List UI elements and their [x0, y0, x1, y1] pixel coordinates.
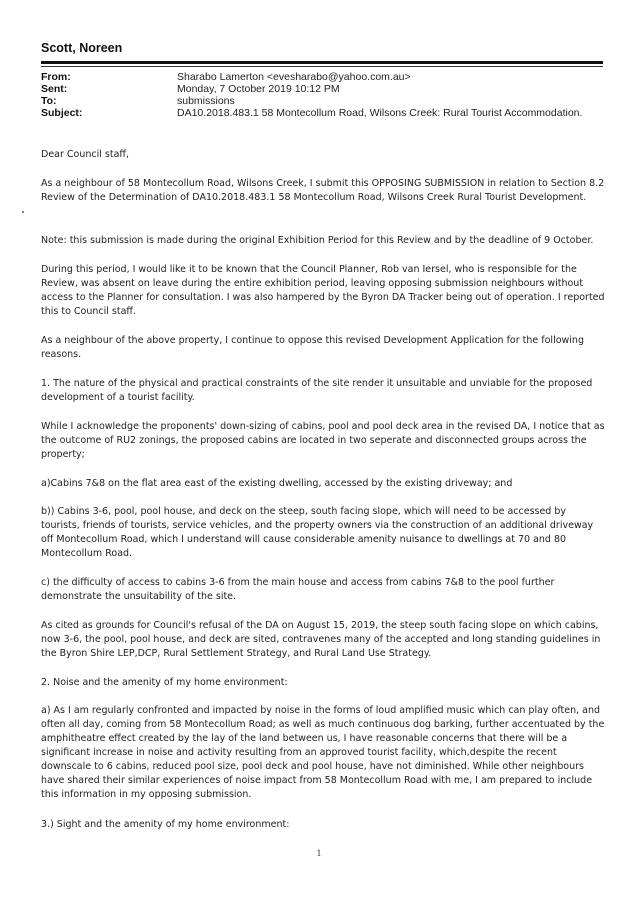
page-number: 1: [316, 849, 322, 858]
paragraph-point-1: 1. The nature of the physical and practical constraints of the site render it unsuitable and unviable for the proposed development of a tourist facility.: [41, 378, 593, 403]
paragraph-intro: As a neighbour of 58 Montecollum Road, Wilsons Creek, I submit this OPPOSING SUBMISSION in relation to Section 8.2 Review of the Determination of DA10.2018.483.1 58 Montecollum Road, Wilsons Creek Rural Tourist Development.: [41, 178, 605, 203]
paragraph-note: Note: this submission is made during the original Exhibition Period for this Review and by the deadline of 9 October.: [41, 235, 594, 246]
paragraph-exhibition-period: During this period, I would like it to be known that the Council Planner, Rob van Iersel, who is responsible for the Review, was absent on leave during the entire exhibition period, leaving opposing submission neighbours without access to the Planner for consultation. I was also hampered by the Byron DA Tracker being out of operation. I reported this to Council staff.: [41, 264, 605, 317]
sent-value: Monday, 7 October 2019 10:12 PM: [177, 83, 340, 95]
header-rule-thick: [41, 61, 603, 64]
salutation: Dear Council staff,: [41, 149, 129, 160]
paragraph-downsizing: While I acknowledge the proponents' down-sizing of cabins, pool and pool deck area in the revised DA, I notice that as the outcome of RU2 zonings, the proposed cabins are located in two seperate and disconnected groups across the property;: [41, 421, 605, 460]
subject-value: DA10.2018.483.1 58 Montecollum Road, Wilsons Creek: Rural Tourist Accommodation.: [177, 107, 583, 119]
sender-name: Scott, Noreen: [41, 41, 123, 55]
scan-speck: [22, 211, 24, 213]
paragraph-oppose: As a neighbour of the above property, I continue to oppose this revised Development Application for the following reasons.: [41, 335, 584, 360]
paragraph-point-2a: a) As I am regularly confronted and impacted by noise in the forms of loud amplified music which can play often, and often all day, coming from 58 Montecollum Road; as well as much continuous dog barking, further accentuated by the amphitheatre effect created by the lay of the land between us, I have reasonable concerns that there will be a significant increase in noise and activity resulting from an approved tourist facility, which,despite the recent downscale to 6 cabins, reduced pool size, pool deck and pool house, have not diminished. While other neighbours have shared their similar experiences of noise impact from 58 Montecollum Road with me, I am prepared to include this information in my opposing submission.: [41, 705, 605, 800]
paragraph-refusal-grounds: As cited as grounds for Council's refusal of the DA on August 15, 2019, the steep south facing slope on which cabins, now 3-6, the pool, pool house, and deck are sited, contravenes many of the accepted and long standing guidelines in the Byron Shire LEP,DCP, Rural Settlement Strategy, and Rural Land Use Strategy.: [41, 620, 601, 659]
subject-label: Subject:: [41, 107, 83, 119]
header-rule-thin: [41, 66, 603, 67]
from-label: From:: [41, 71, 71, 83]
to-label: To:: [41, 95, 57, 107]
paragraph-point-1c: c) the difficulty of access to cabins 3-6 from the main house and access from cabins 7&8 to the pool further demonstrate the unsuitability of the site.: [41, 577, 555, 602]
paragraph-point-1a: a)Cabins 7&8 on the flat area east of the existing dwelling, accessed by the existing driveway; and: [41, 478, 513, 489]
from-value: Sharabo Lamerton <evesharabo@yahoo.com.au>: [177, 71, 411, 83]
paragraph-point-3: 3.) Sight and the amenity of my home environment:: [41, 819, 290, 830]
sent-label: Sent:: [41, 83, 68, 95]
paragraph-point-2: 2. Noise and the amenity of my home environment:: [41, 677, 288, 688]
paragraph-point-1b: b)) Cabins 3-6, pool, pool house, and deck on the steep, south facing slope, which will need to be accessed by tourists, friends of tourists, service vehicles, and the property owners via the construction of an additional driveway off Montecollum Road, which I understand will cause considerable amenity nuisance to dwellings at 70 and 80 Montecollum Road.: [41, 506, 594, 559]
to-value: submissions: [177, 95, 235, 107]
